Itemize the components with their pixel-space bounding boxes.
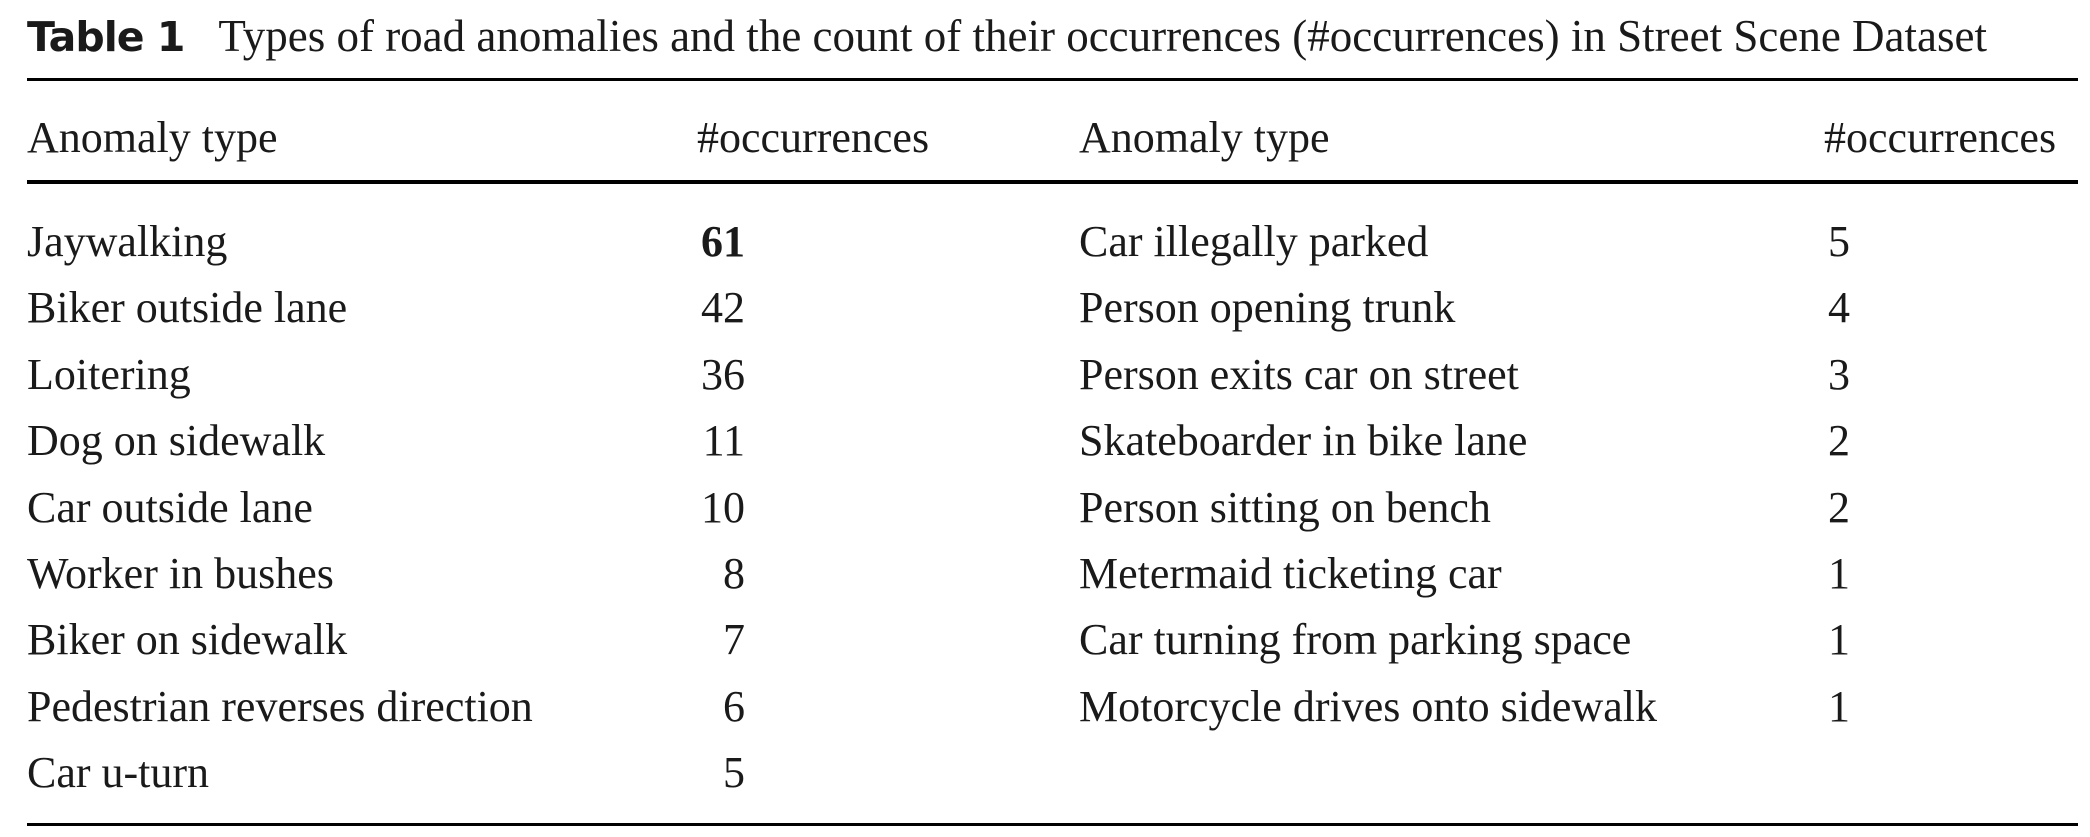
left-occurrences-cell: 5 xyxy=(723,748,745,798)
table-label: Table 1 xyxy=(27,13,185,61)
right-anomaly-type-cell: Person sitting on bench xyxy=(1079,482,1491,532)
left-occurrences-cell: 11 xyxy=(702,416,745,466)
right-occurrences-cell: 5 xyxy=(1828,217,1850,266)
right-occurrences-cell: 2 xyxy=(1828,416,1850,466)
left-occurrences-cell: 42 xyxy=(701,283,745,333)
table-caption-text: Types of road anomalies and the count of their occurrences (#occurrences) in Street Scene Dataset xyxy=(218,11,1987,61)
right-occurrences-cell: 3 xyxy=(1828,349,1850,399)
right-occurrences-cell: 4 xyxy=(1828,283,1850,333)
right-occurrences-cell: 1 xyxy=(1828,549,1850,598)
right-anomaly-type-cell: Person exits car on street xyxy=(1079,349,1519,399)
header-right-anomaly-type: Anomaly type xyxy=(1079,113,1330,162)
left-anomaly-type-cell: Dog on sidewalk xyxy=(27,416,326,466)
header-left-occurrences: #occurrences xyxy=(697,113,930,162)
left-occurrences-cell: 8 xyxy=(723,549,745,598)
left-anomaly-type-cell: Worker in bushes xyxy=(27,549,334,598)
header-left-anomaly-type: Anomaly type xyxy=(27,113,278,162)
table-caption xyxy=(27,6,1987,67)
header-rule xyxy=(27,180,2078,184)
left-anomaly-type-cell: Car outside lane xyxy=(27,482,313,532)
right-anomaly-type-cell: Motorcycle drives onto sidewalk xyxy=(1079,681,1657,731)
bottom-rule xyxy=(27,823,2078,826)
left-occurrences-cell: 6 xyxy=(723,681,745,731)
left-anomaly-type-cell: Car u-turn xyxy=(27,748,210,798)
right-occurrences-cell: 1 xyxy=(1828,681,1850,731)
right-anomaly-type-cell: Metermaid ticketing car xyxy=(1079,549,1502,598)
left-occurrences-cell: 36 xyxy=(701,349,745,399)
top-rule xyxy=(27,78,2078,81)
right-anomaly-type-cell: Skateboarder in bike lane xyxy=(1079,416,1528,466)
left-anomaly-type-cell: Loitering xyxy=(27,349,191,399)
left-anomaly-type-cell: Pedestrian reverses direction xyxy=(27,681,533,731)
right-occurrences-cell: 1 xyxy=(1828,615,1850,665)
left-occurrences-cell: 10 xyxy=(701,482,745,532)
right-occurrences-cell: 2 xyxy=(1828,482,1850,532)
left-occurrences-cell: 61 xyxy=(701,217,745,266)
left-anomaly-type-cell: Jaywalking xyxy=(27,217,228,266)
left-anomaly-type-cell: Biker on sidewalk xyxy=(27,615,348,665)
right-anomaly-type-cell: Person opening trunk xyxy=(1079,283,1456,333)
left-occurrences-cell: 7 xyxy=(723,615,745,665)
right-anomaly-type-cell: Car illegally parked xyxy=(1079,217,1429,266)
header-right-occurrences: #occurrences xyxy=(1824,113,2057,162)
left-anomaly-type-cell: Biker outside lane xyxy=(27,283,348,333)
right-anomaly-type-cell: Car turning from parking space xyxy=(1079,615,1632,665)
